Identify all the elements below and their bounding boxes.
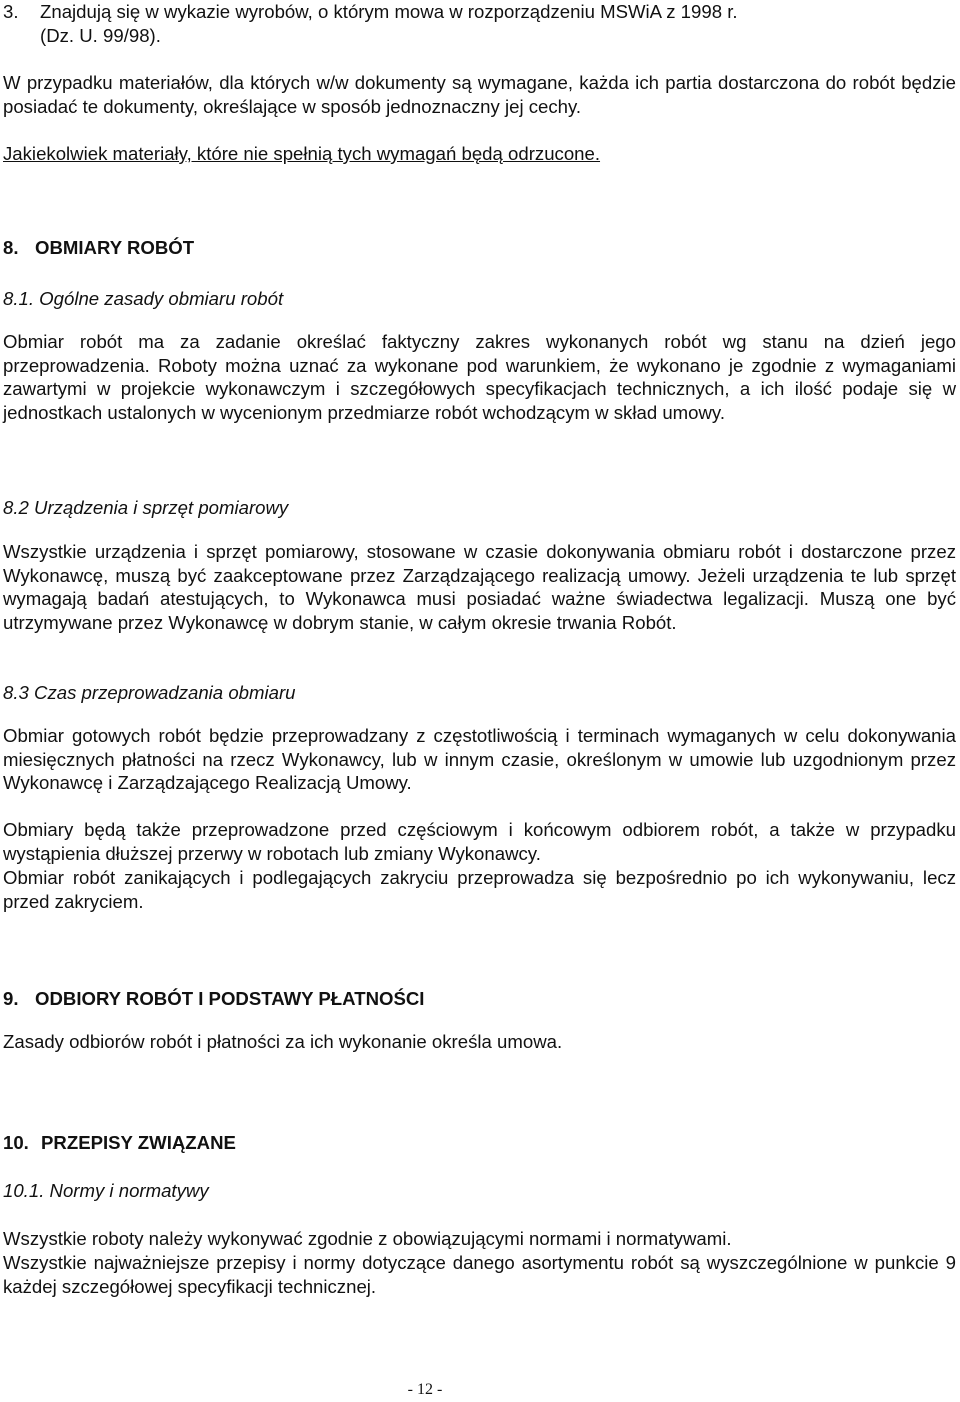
page-number: - 12 - <box>407 1381 443 1398</box>
list-item-text-line2: (Dz. U. 99/98). <box>40 25 161 46</box>
section-10-heading <box>3 1131 956 1155</box>
subsection-8-1-title: 8.1. Ogólne zasady obmiaru robót <box>3 288 284 309</box>
subsection-8-2-title: 8.2 Urządzenia i sprzęt pomiarowy <box>3 497 289 518</box>
subsection-10-1-text-2: Wszystkie najważniejsze przepisy i normy dotyczące danego asortymentu robót są wyszczególnione w punkcie 9 każdej szczegółowej specyfikacji technicznej. <box>3 1252 956 1297</box>
section-number: 10. <box>3 1132 29 1153</box>
section-title: PRZEPISY ZWIĄZANE <box>41 1132 236 1153</box>
subsection-10-1-title: 10.1. Normy i normatywy <box>3 1180 209 1201</box>
subsection-8-3-text-2: Obmiary będą także przeprowadzone przed częściowym i końcowym odbiorem robót, a także w przypadku wystąpienia dłuższej przerwy w robotach lub zmiany Wykonawcy. <box>3 819 956 864</box>
subsection-8-1-text: Obmiar robót ma za zadanie określać faktyczny zakres wykonanych robót wg stanu na dzień jego przeprowadzenia. Roboty można uznać za wykonane pod warunkiem, że wykonano je zgodnie z wymaganiami zawartymi w projekcie wykonawczym i szczegółowych specyfikacjach technicznych, a ich ilość podaje się w jednostkach ustalonych w wycenionym przedmiarze robót wchodzącym w skład umowy. <box>3 331 956 423</box>
section-number: 9. <box>3 988 19 1009</box>
subsection-8-3-text-1: Obmiar gotowych robót będzie przeprowadzany z częstotliwością i terminach wymaganych w celu dokonywania miesięcznych płatności na rzecz Wykonawcy, lub w innym czasie, określonym w umowie lub uzgodnionym przez Wykonawcę i Zarządzającego Realizacją Umowy. <box>3 725 956 793</box>
materials-paragraph: W przypadku materiałów, dla których w/w dokumenty są wymagane, każda ich partia dostarczona do robót będzie posiadać te dokumenty, określające w sposób jednoznaczny jej cechy. <box>3 72 956 117</box>
section-number: 8. <box>3 237 19 258</box>
subsection-10-1-text-1: Wszystkie roboty należy wykonywać zgodnie z obowiązującymi normami i normatywami. <box>3 1228 732 1249</box>
section-9-heading <box>3 987 956 1011</box>
subsection-8-3-title: 8.3 Czas przeprowadzania obmiaru <box>3 682 296 703</box>
subsection-8-2-text: Wszystkie urządzenia i sprzęt pomiarowy, stosowane w czasie dokonywania obmiaru robót i dostarczone przez Wykonawcę, muszą być zaakceptowane przez Zarządzającego realizacją umowy. Jeżeli urządzenia te lub sprzęt wymagają badań atestujących, to Wykonawca musi posiadać ważne świadectwa legalizacji. Muszą one być utrzymywane przez Wykonawcę w dobrym stanie, w całym okresie trwania Robót. <box>3 541 956 633</box>
list-item-number: 3. <box>3 1 19 22</box>
section-title: OBMIARY ROBÓT <box>35 237 195 258</box>
section-8-heading <box>3 236 956 260</box>
list-item-text-line1: Znajdują się w wykazie wyrobów, o którym mowa w rozporządzeniu MSWiA z 1998 r. <box>40 1 738 22</box>
section-title: ODBIORY ROBÓT I PODSTAWY PŁATNOŚCI <box>35 988 425 1009</box>
list-item-3-continuation <box>3 24 956 48</box>
list-item-3 <box>3 0 956 24</box>
section-9-text: Zasady odbiorów robót i płatności za ich wykonanie określa umowa. <box>3 1031 563 1052</box>
rejection-note: Jakiekolwiek materiały, które nie spełnią tych wymagań będą odrzucone. <box>3 143 601 164</box>
subsection-8-3-text-3: Obmiar robót zanikających i podlegających zakryciu przeprowadza się bezpośrednio po ich wykonywaniu, lecz przed zakryciem. <box>3 867 956 912</box>
